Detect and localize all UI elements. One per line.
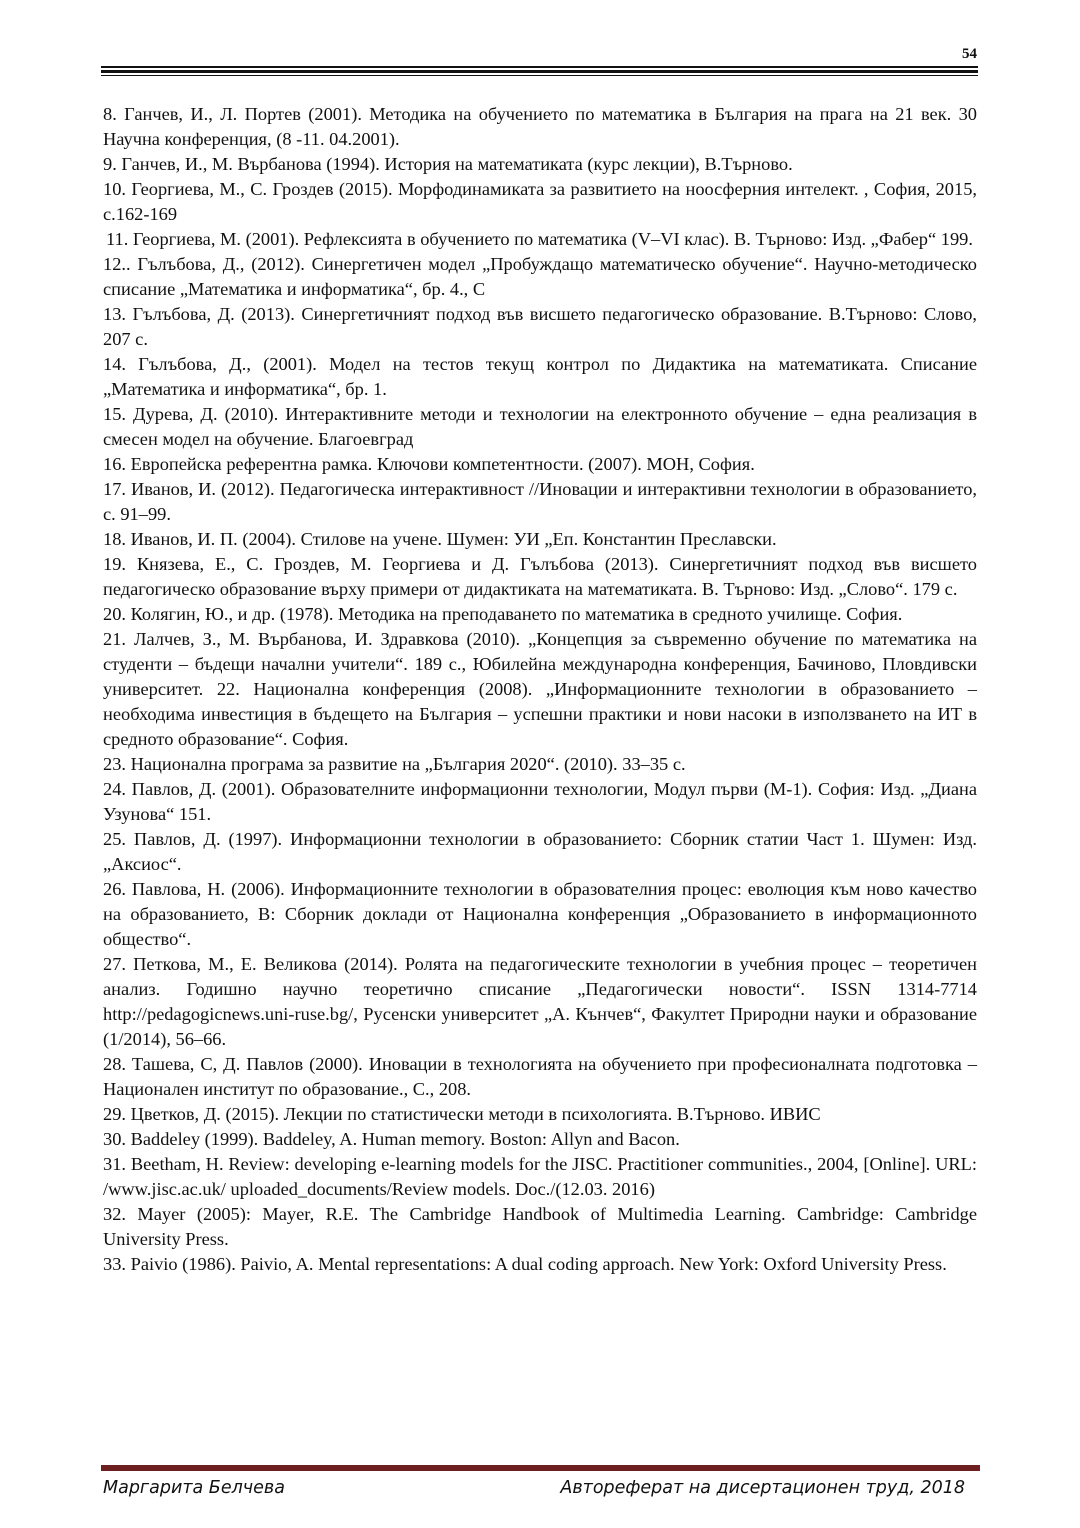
reference-item: 30. Baddeley (1999). Baddeley, A. Human memory. Boston: Allyn and Bacon.: [103, 1129, 680, 1149]
reference-item: 10. Георгиева, М., С. Гроздев (2015). Морфодинамиката за развитието на ноосферния интелект. , София, 2015, с.162-169: [103, 179, 977, 224]
reference-item: 32. Mayer (2005): Mayer, R.E. The Cambridge Handbook of Multimedia Learning. Cambridge: Cambridge University Press.: [103, 1204, 977, 1249]
reference-list: [103, 102, 977, 1277]
reference-item: 20. Колягин, Ю., и др. (1978). Методика на преподаването по математика в средното училище. София.: [103, 604, 903, 624]
reference-item: 19. Князева, Е., С. Гроздев, М. Георгиева и Д. Гълъбова (2013). Синергетичният подход във висшето педагогическо образование върху примери от дидактиката на математиката. В. Търново: Изд. „Слово“. 179 с.: [103, 554, 977, 599]
reference-item: 26. Павлова, Н. (2006). Информационните технологии в образователния процес: еволюция към ново качество на образованието, В: Сборник доклади от Национална конференция „Образованието в информационното общество“.: [103, 879, 977, 949]
page-footer: [103, 1478, 965, 1498]
reference-item: 14. Гълъбова, Д., (2001). Модел на тестов текущ контрол по Дидактика на математиката. Списание „Математика и информатика“, бр. 1.: [103, 354, 977, 399]
page-number: 54: [962, 46, 977, 62]
header-rule: [101, 66, 978, 76]
footer-author: Маргарита Белчева: [103, 1478, 285, 1498]
reference-item: 17. Иванов, И. (2012). Педагогическа интерактивност //Иновации и интерактивни технологии в образованието, с. 91–99.: [103, 479, 977, 524]
reference-item: 18. Иванов, И. П. (2004). Стилове на учене. Шумен: УИ „Еп. Константин Преславски.: [103, 529, 777, 549]
reference-item: 8. Ганчев, И., Л. Портев (2001). Методика на обучението по математика в България на прага на 21 век. 30 Научна конференция, (8 -11. 04.2001).: [103, 104, 977, 149]
reference-item: 33. Paivio (1986). Paivio, A. Mental representations: A dual coding approach. New York: Oxford University Press.: [103, 1254, 947, 1274]
reference-item: 28. Ташева, С, Д. Павлов (2000). Иновации в технологията на обучението при професионалната подготовка – Национален институт по образование., С., 208.: [103, 1054, 977, 1099]
reference-item: 21. Лалчев, З., М. Върбанова, И. Здравкова (2010). „Концепция за съвременно обучение по математика на студенти – бъдещи начални учители“. 189 с., Юбилейна международна конференция, Бачиново, Пловдивски университет. 22. Национална конференция (2008). „Информационните технологии в образованието – необходима инвестиция в бъдещето на България – успешни практики и нови насоки в използването на ИТ в средното образование“. София.: [103, 629, 977, 749]
reference-item: 31. Beetham, H. Review: developing e-learning models for the JISC. Practitioner communities., 2004, [Online]. URL: /www.jisc.ac.uk/ uploaded_documents/Review models. Doc./(12.03. 2016): [103, 1154, 977, 1199]
reference-item: 12.. Гълъбова, Д., (2012). Синергетичен модел „Пробуждащо математическо обучение“. Научно-методическо списание „Математика и информатика“, бр. 4., С: [103, 254, 977, 299]
reference-item: 23. Национална програма за развитие на „България 2020“. (2010). 33–35 с.: [103, 754, 686, 774]
reference-item: 24. Павлов, Д. (2001). Образователните информационни технологии, Модул първи (М-1). София: Изд. „Диана Узунова“ 151.: [103, 779, 977, 824]
reference-item: 25. Павлов, Д. (1997). Информационни технологии в образованието: Сборник статии Част 1. Шумен: Изд. „Аксиос“.: [103, 829, 977, 874]
footer-rule: [101, 1465, 980, 1471]
reference-item: 11. Георгиева, М. (2001). Рефлексията в обучението по математика (V–VI клас). В. Търново: Изд. „Фабер“ 199.: [106, 229, 973, 249]
reference-item: 27. Петкова, М., Е. Великова (2014). Ролята на педагогическите технологии в учебния процес – теоретичен анализ. Годишно научно теоретично списание „Педагогически новости“. ISSN 1314-7714 http://pedagogicnews.uni-ruse.bg/, Русенски университет „А. Кънчев“, Факултет Природни науки и образование (1/2014), 56–66.: [103, 954, 977, 1049]
reference-item: 9. Ганчев, И., М. Върбанова (1994). История на математиката (курс лекции), В.Търново.: [103, 154, 793, 174]
reference-item: 15. Дурева, Д. (2010). Интерактивните методи и технологии на електронното обучение – една реализация в смесен модел на обучение. Благоевград: [103, 404, 977, 449]
reference-item: 13. Гълъбова, Д. (2013). Синергетичният подход във висшето педагогическо образование. В.Търново: Слово, 207 с.: [103, 304, 977, 349]
footer-title: Автореферат на дисертационен труд, 2018: [560, 1478, 965, 1498]
reference-item: 16. Европейска референтна рамка. Ключови компетентности. (2007). МОН, София.: [103, 454, 755, 474]
reference-item: 29. Цветков, Д. (2015). Лекции по статистически методи в психологията. В.Търново. ИВИС: [103, 1104, 821, 1124]
